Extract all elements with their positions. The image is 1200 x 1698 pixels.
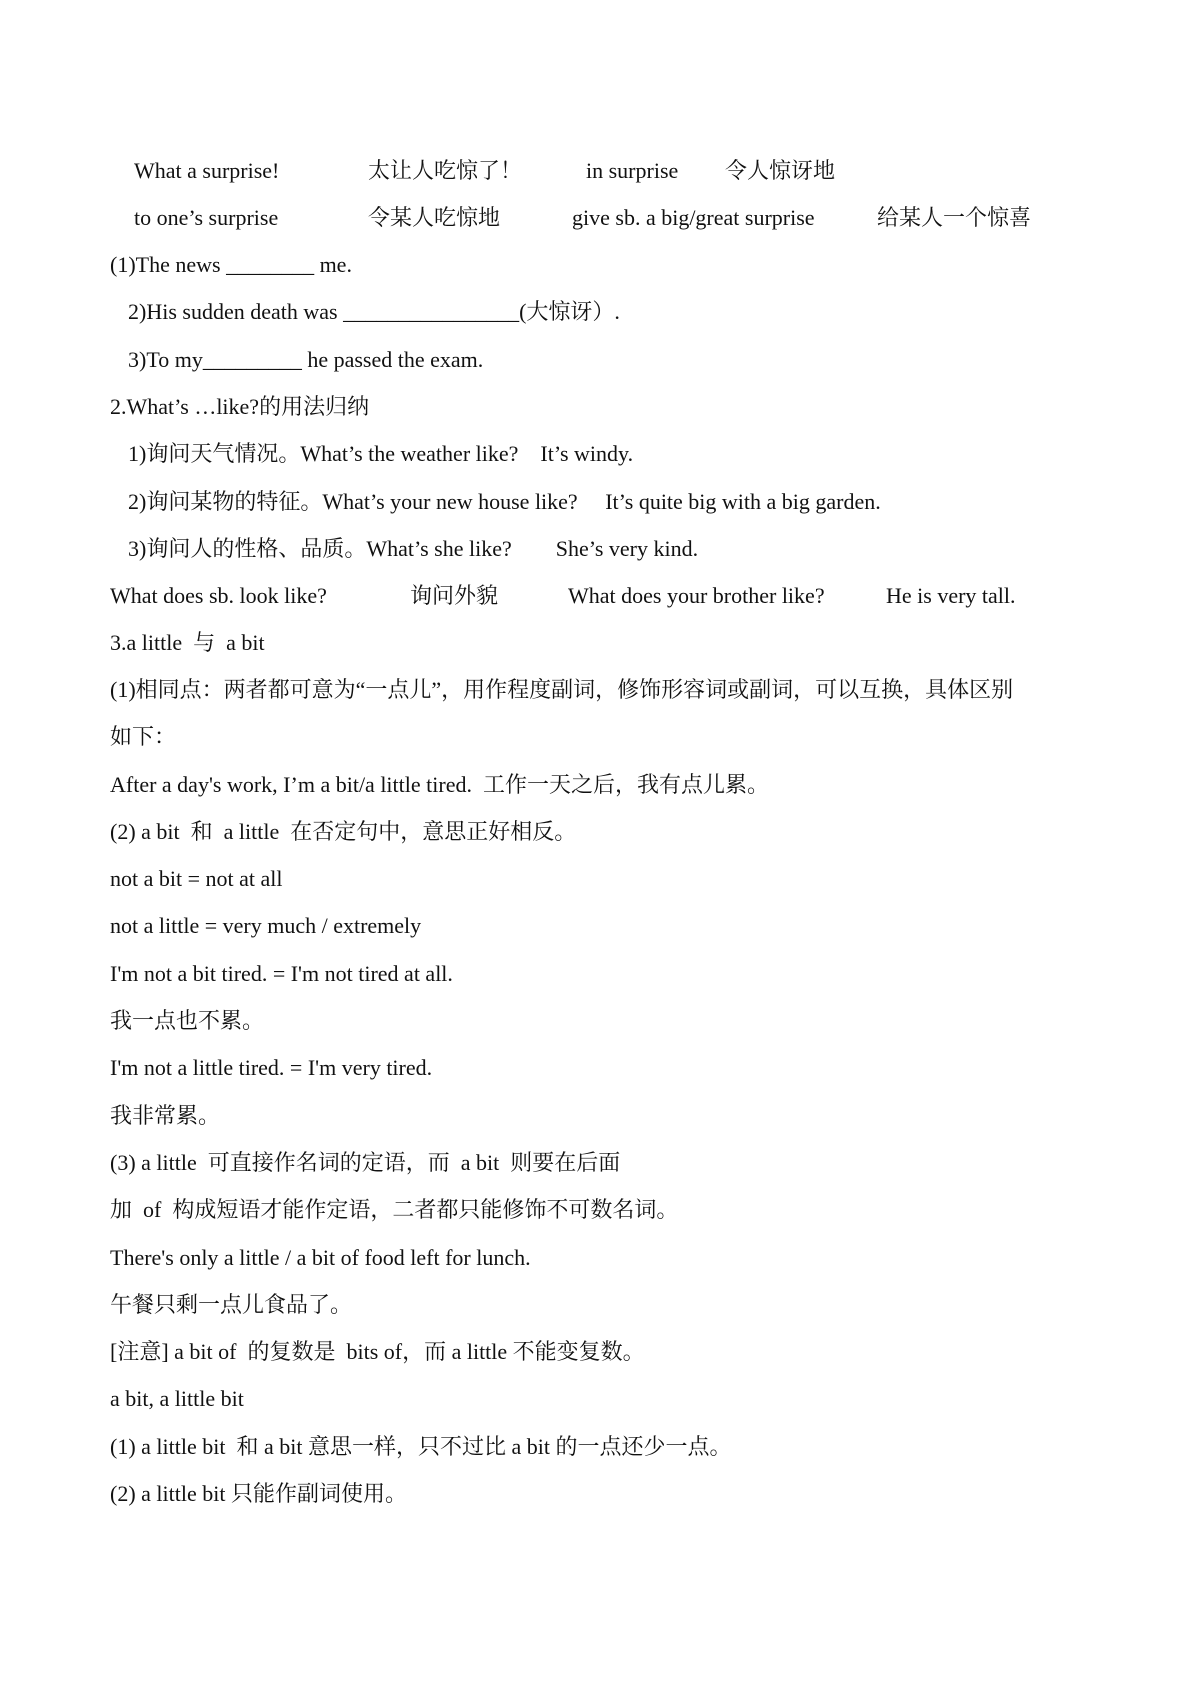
- usage-item-2: 2)询问某物的特征。What’s your new house like? It’s quite big with a big garden.: [128, 489, 881, 514]
- vocab-phrase: in surprise: [586, 158, 679, 183]
- vocab-phrase: What a surprise!: [134, 158, 280, 183]
- vocab-phrase: give sb. a big/great surprise: [572, 205, 815, 230]
- paragraph-line: (3) a little 可直接作名词的定语，而 a bit 则要在后面: [110, 1150, 621, 1175]
- exercise-question-3: 3)To my_________ he passed the exam.: [128, 347, 484, 372]
- paragraph-line: (1) a little bit 和 a bit 意思一样，只不过比 a bit 的一点还少一点。: [110, 1434, 732, 1459]
- sub-heading: a bit, a little bit: [110, 1386, 244, 1411]
- vocab-meaning: 令人惊讶地: [725, 158, 836, 183]
- look-like-answer: He is very tall.: [886, 583, 1016, 608]
- look-like-meaning: 询问外貌: [410, 583, 499, 608]
- paragraph-line: (2) a little bit 只能作副词使用。: [110, 1481, 407, 1506]
- section-heading: 3.a little 与 a bit: [110, 630, 265, 655]
- equation-line: not a bit = not at all: [110, 866, 283, 891]
- vocab-meaning: 太让人吃惊了！: [368, 158, 523, 183]
- section-heading: 2.What’s …like?的用法归纳: [110, 394, 370, 419]
- paragraph-line: (2) a bit 和 a little 在否定句中，意思正好相反。: [110, 819, 577, 844]
- look-like-question: What does sb. look like?: [110, 583, 327, 608]
- example-sentence: After a day's work, I’m a bit/a little tired. 工作一天之后，我有点儿累。: [110, 772, 769, 797]
- translation-line: 午餐只剩一点儿食品了。: [110, 1292, 353, 1317]
- example-sentence: I'm not a little tired. = I'm very tired.: [110, 1055, 433, 1080]
- example-sentence: There's only a little / a bit of food left for lunch.: [110, 1245, 531, 1270]
- translation-line: 我一点也不累。: [110, 1008, 265, 1033]
- note-line: [注意] a bit of 的复数是 bits of，而 a little 不能变复数。: [110, 1339, 645, 1364]
- paragraph-line: 如下：: [110, 724, 177, 749]
- exercise-question-1: (1)The news ________ me.: [110, 252, 352, 277]
- exercise-question-2: 2)His sudden death was ________________(大惊讶）.: [128, 299, 620, 324]
- vocab-phrase: to one’s surprise: [134, 205, 279, 230]
- translation-line: 我非常累。: [110, 1103, 221, 1128]
- look-like-example: What does your brother like?: [568, 583, 825, 608]
- paragraph-line: 加 of 构成短语才能作定语，二者都只能修饰不可数名词。: [110, 1197, 679, 1222]
- usage-item-3: 3)询问人的性格、品质。What’s she like? She’s very kind.: [128, 536, 699, 561]
- equation-line: not a little = very much / extremely: [110, 913, 422, 938]
- usage-item-1: 1)询问天气情况。What’s the weather like? It’s windy.: [128, 441, 634, 466]
- example-sentence: I'm not a bit tired. = I'm not tired at all.: [110, 961, 453, 986]
- paragraph-line: (1)相同点：两者都可意为“一点儿”，用作程度副词，修饰形容词或副词，可以互换，具体区别: [110, 677, 1014, 702]
- vocab-meaning: 令某人吃惊地: [368, 205, 501, 230]
- vocab-meaning: 给某人一个惊喜: [877, 205, 1032, 230]
